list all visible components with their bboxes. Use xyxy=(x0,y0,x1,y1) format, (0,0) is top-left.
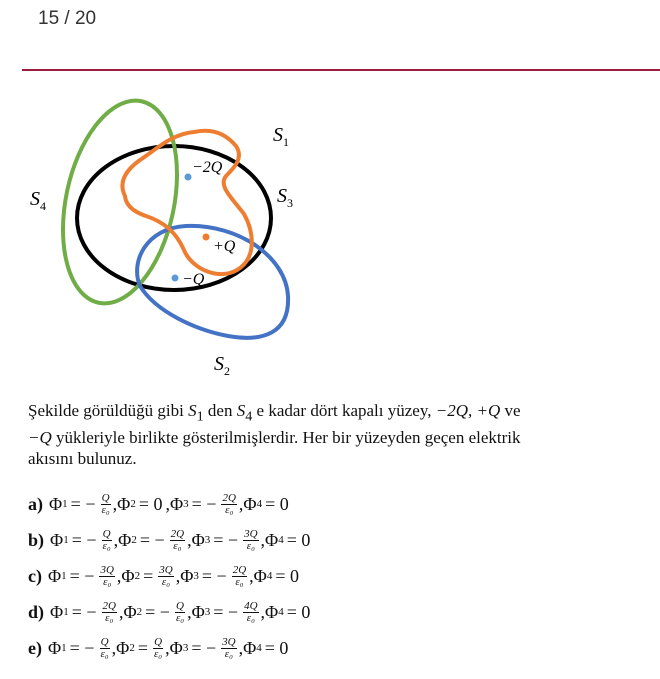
flux-term: Φ 1 = − $\frac{3Q}{\text{ε₀}}$ , xyxy=(47,563,122,588)
charge-minus-2q-label: −2Q xyxy=(192,159,223,176)
flux-term: Φ 2 = $\frac{Q}{\text{ε₀}}$ , xyxy=(116,635,170,660)
flux-term: Φ 2 = − $\frac{Q}{\text{ε₀}}$ , xyxy=(123,599,192,624)
answer-option-a[interactable] xyxy=(28,490,292,518)
flux-term: Φ 2 = 0 , xyxy=(117,493,170,514)
label-s3: $S_3$ xyxy=(277,185,293,210)
question-line-2: −Q yükleriyle birlikte gösterilmişlerdir. Her bir yüzeyden geçen elektrik xyxy=(28,428,521,448)
flux-term: Φ 1 = − $\frac{2Q}{\text{ε₀}}$ , xyxy=(50,599,124,624)
answer-option-b[interactable] xyxy=(28,526,313,554)
flux-term: Φ 4 = 0 xyxy=(243,637,289,658)
question-line-1: Şekilde görüldüğü gibi $S_1$ den $S_4$ e kadar dört kapalı yüzey, −2Q, +Q ve xyxy=(28,401,521,425)
flux-term: Φ 3 = − $\frac{2Q}{\text{ε₀}}$ , xyxy=(180,563,254,588)
question-text xyxy=(28,400,608,469)
answer-option-c[interactable] xyxy=(28,562,302,590)
option-letter: e) xyxy=(28,637,42,658)
flux-term: Φ 3 = − $\frac{2Q}{\text{ε₀}}$ , xyxy=(169,491,244,516)
flux-term: Φ 4 = 0 xyxy=(265,529,311,550)
flux-term: Φ 3 = − $\frac{3Q}{\text{ε₀}}$ , xyxy=(191,527,266,552)
flux-term: Φ 3 = − $\frac{4Q}{\text{ε₀}}$ , xyxy=(191,599,266,624)
answer-option-e[interactable] xyxy=(28,634,291,662)
flux-term: Φ 4 = 0 xyxy=(253,565,299,586)
flux-term: Φ 2 = − $\frac{2Q}{\text{ε₀}}$ , xyxy=(118,527,192,552)
label-s2: $S_2$ xyxy=(214,353,230,378)
charge-minus-q xyxy=(172,275,179,282)
flux-term: Φ 1 = − $\frac{Q}{\text{ε₀}}$ , xyxy=(50,527,119,552)
charge-minus-2q xyxy=(185,174,192,181)
flux-term: Φ 4 = 0 xyxy=(265,601,311,622)
question-line-3: akısını bulunuz. xyxy=(28,449,137,469)
flux-term: Φ 3 = − $\frac{3Q}{\text{ε₀}}$ , xyxy=(169,635,244,660)
option-letter: c) xyxy=(28,565,42,586)
option-letter: d) xyxy=(28,601,45,622)
flux-term: Φ 4 = 0 xyxy=(243,493,289,514)
charge-plus-q xyxy=(203,234,210,241)
gauss-surfaces-figure xyxy=(0,80,340,380)
charge-minus-q-label: −Q xyxy=(182,271,205,288)
page-counter: 15 / 20 xyxy=(38,8,97,29)
label-s4: $S_4$ xyxy=(30,188,46,213)
label-s1: $S_1$ xyxy=(273,124,289,149)
flux-term: Φ 2 = $\frac{3Q}{\text{ε₀}}$ , xyxy=(121,563,181,588)
option-letter: b) xyxy=(28,529,45,550)
option-letter: a) xyxy=(28,493,43,514)
flux-term: Φ 1 = − $\frac{Q}{\text{ε₀}}$ , xyxy=(47,635,117,660)
surface-s4 xyxy=(46,90,194,314)
answer-option-d[interactable] xyxy=(28,598,313,626)
header-divider xyxy=(22,69,660,71)
flux-term: Φ 1 = − $\frac{Q}{\text{ε₀}}$ , xyxy=(49,491,118,516)
charge-plus-q-label: +Q xyxy=(213,238,236,255)
